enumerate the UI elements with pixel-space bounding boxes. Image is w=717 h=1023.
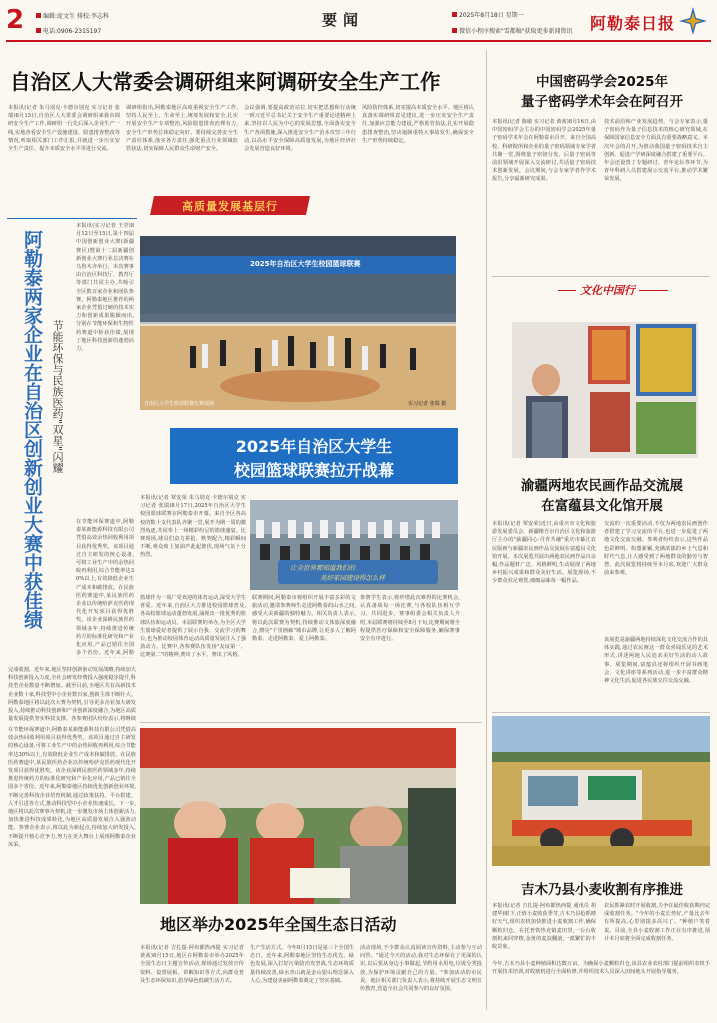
right-divider-1	[492, 276, 710, 277]
paper-logo-icon	[678, 6, 708, 36]
page-number: 2	[6, 5, 25, 35]
cipher-headline-line1: 中国密码学会2025年	[535, 74, 669, 90]
column-divider	[486, 50, 487, 1010]
date-line: 2025年8月18日 星期一	[452, 10, 524, 19]
exhibition-image	[512, 322, 698, 458]
lead-body-col3: 会议强调,要提高政治站位,切实把思想和行动统一到习近平总书记关于安全生产重要论述精神上来,坚持以人民为中心的发展思想,全面落实安全生产各项措施,深入推进安全生产治本攻坚三年行动,以高水平安全保障高质量发展,为地区经济社会发展营造良好环境。	[244, 105, 356, 153]
exchange-col1: 本报讯(记者 覃安荣)近日,由重庆市文化和旅游发展委员会、新疆维吾尔自治区文化和旅游厅主办的"渝疆同心·丹青共融"重庆市綦江农民版画与新疆农民画作品交流展在富蕴县文化馆开展。本次展览共展出两地农民画作品百余幅,作品题材广泛、风格鲜明,生动展现了两地乡村振兴成果和群众美好生活。展览现场,不少群众驻足观赏,细细品味每一幅作品。	[492, 521, 596, 585]
ad-banner-photo	[250, 500, 458, 590]
lead-body-col4: 风险防控体系,切实提高本质安全水平。地区将认真落实调研组意见建议,进一步压实安全生产责任,加强应急能力建设,严格监管执法,扎实开展隐患排查整治,坚决遏制重特大事故发生,确保安全生产形势持续稳定。	[362, 105, 474, 144]
culture-banner-text: 文化中国行	[576, 282, 639, 298]
cipher-col2: 技术前沿和产业发展趋势。与会专家表示,量子密码作为量子信息技术的核心研究领域,在保障国家信息安全方面具有重要战略意义。本次年会的召开,为推动我国量子密码技术自主创新、促进产学研深度融合搭建了重要平台。年会还设置了专题研讨、青年论坛等环节,为青年科研人员搭建展示交流平台,推动学术繁荣发展。	[604, 119, 708, 183]
ad-banner-line2: 美好家园建设得怎么样	[320, 574, 385, 582]
wheat-col1: 本报讯(记者 吉扎提·阿布都热西提 通讯员 胡建华)眼下,正值小麦收获季节,吉木乃县抢抓晴好天气,组织农机加快推进小麦收割工作,确保颗粒归仓。在托普铁热克镇麦田里,一台台收割机来回穿梭,金黄的麦浪翻滚,一派繁忙的丰收景象。	[492, 903, 596, 951]
section-title: 要闻	[322, 11, 365, 29]
masthead	[0, 0, 717, 46]
section-divider	[140, 722, 482, 723]
lead-headline: 自治区人大常委会调研组来阿调研安全生产工作	[10, 70, 441, 94]
wheat-extra: 今年,吉木乃县小麦种植面积达数万亩。为确保小麦颗粒归仓,该县农业农村部门提前组织农机手开展技术培训,对收割机进行全面检修,并组织技术人员深入田间地头开展指导服务。	[492, 961, 710, 976]
paper-name: 阿勒泰日报	[590, 14, 676, 33]
basketball-body-left: 本报讯(记者 覃安荣 朱马别克·卡德尔别克 实习记者 张瑞)8月17日,2025年自治区大学生校园篮球联赛在阿勒泰市开幕。来自全区各高校的数十支代表队齐聚一堂,展开为期一周的激烈角逐,共同奉上一场精彩纷呈的篮球盛宴。比赛现场,球员们奋力拼抢、默契配合,精彩瞬间不断,观众席上加油声此起彼伏,现场气氛十分热烈。	[140, 495, 246, 559]
basketball-headline-line1: 2025年自治区大学生	[235, 437, 393, 456]
wheat-col2: 农民抓紧农时开展收割,力争在最佳收获期内完成收割任务。"今年的小麦长势好,产量比去年有所提高,心里别提多高兴了。"种植户笑着说。目前,全县小麦收割工作正在有序推进,预计本月底将全面完成收割任务。	[604, 903, 710, 942]
eco-day-headline: 地区举办2025年全国生态日活动	[160, 915, 397, 934]
eco-day-photo	[140, 728, 456, 904]
eco-day-col2: 生产生活方式。今年8月15日是第三个全国生态日。近年来,阿勒泰地区坚持生态优先、绿色发展,深入打好污染防治攻坚战,生态环境质量持续改善,绿水青山就是金山银山理念深入人心,为建设美丽阿勒泰奠定了坚实基础。	[250, 945, 354, 984]
exchange-headline-line1: 渝疆两地农民画作品交流展	[521, 478, 683, 494]
court-banner-text: 2025年自治区大学生校园篮球联赛	[250, 260, 361, 268]
mid-col2: 篮球作为一项广受欢迎的体育运动,深受大学生喜爱。近年来,自治区大力推进校园篮球普及,各高校篮球运动蓬勃发展,涌现出一批优秀的篮球队伍和运动员。本届联赛的举办,为全区大学生篮球爱好者提供了展示自我、交流学习的舞台,也为推动校园体育运动高质量发展注入了强劲动力。比赛中,各参赛队伍发扬"友谊第一、比赛第二"的精神,赛出了水平、赛出了风格。	[140, 595, 246, 659]
photo-caption-left: 自治区大学生篮球联赛比赛现场	[144, 401, 215, 407]
basketball-headline-panel	[170, 428, 458, 484]
phone-icon	[36, 28, 41, 33]
exhibition-photo	[512, 322, 698, 458]
edit-icon	[36, 13, 41, 18]
wheat-headline: 吉木乃县小麦收割有序推进	[521, 882, 683, 898]
lead-body-col2: 调研组指出,阿勒泰地区高度重视安全生产工作,坚持人民至上、生命至上,统筹发展和安全,扎实开展安全生产专项整治,风险隐患排查治理有力,安全生产形势总体稳定向好。要持续完善安全生产责任体系,落实各方责任,强化重点行业领域监管执法,切实保障人民群众生命财产安全。	[126, 105, 238, 153]
left-story-subtitle: 节能环保与民族医药"双星"闪耀	[51, 320, 64, 474]
culture-banner	[558, 280, 668, 302]
ad-banner-line1: 让全世界都知道我们的	[290, 564, 355, 572]
basketball-headline-line2: 校园篮球联赛拉开战幕	[233, 461, 394, 480]
submission-line: 微信小程序搜索"雪都稿"获取更多新闻资讯	[452, 26, 573, 35]
mid-col4: 参赛学生表示,将珍惜此次难得的比赛机会,认真备战每一场比赛,与各校队伍相互学习、共同进步。赛事组委会相关负责人介绍,本届联赛将持续至8月下旬,比赛期间将全程提供医疗保障和安全保障服务,确保赛事安全有序进行。	[360, 595, 460, 643]
left-story-continued: 在节能环保赛道中,阿勒泰某新能源科技有限公司凭借高效余热回收利用项目获得优秀奖。该项目通过自主研发的核心设备,可将工业生产中的余热回收再利用,综合节能率达30%以上,有效降低企业生产成本和碳排放。在民族医药赛道中,某民族医药企业以传统哈萨克医药现代化开发项目获得优胜奖。该企业深耕民族医药领域多年,持续推进传统药方的标准化研究和产业化应用,产品已销往全国多个省份。近年来,阿勒泰地区持续优化创新创业环境,不断完善科技企业培育机制,通过政策扶持、平台搭建、人才引进等方式,推动科技型中小企业快速成长。下一步,地区将以此次赛事为契机,进一步激发市场主体创新活力,加快推进科技成果转化,为地区高质量发展注入强劲动能。参赛企业表示,将以此为新起点,持续加大研发投入,不断提升核心竞争力,努力在更大舞台上展现阿勒泰企业风采。	[8, 727, 136, 848]
eco-day-col1: 本报讯(记者 吉扎提·阿布都热西提 实习记者 黄茜)8月15日,地区在阿勒泰市举办2025年全国生态日主题宣传活动,现场通过发放宣传资料、设置展板、讲解知识等方式,向群众普及生态环保知识,倡导绿色低碳生活方式。	[140, 945, 244, 984]
exchange-col2: 交流的一次重要活动,不仅为两地农民画创作者搭建了学习交流的平台,也进一步促进了两地文化交流交融。参观者纷纷表示,这些作品色彩鲜明、构图新颖,充满浓郁的乡土气息和时代气息,让人感受到了两地群众的勤劳与智慧。此次展览将持续至本月底,欢迎广大群众前来参观。	[604, 521, 708, 577]
exchange-extra: 该展览是渝疆两地持续深化文化交流合作的具体实践,通过农民画这一群众喜闻乐见的艺术形式,讲述两地人民追求美好生活的动人故事。展览期间,富蕴县还将组织开展书画笔会、文化讲座等系列活动,进一步丰富群众精神文化生活,促进各民族交往交流交融。	[604, 637, 708, 685]
eco-day-col3: 活动现场,不少群众认真阅读宣传资料,主动参与互动问答。"通过今天的活动,我对生态环保有了更深的认识,以后要从身边小事做起,节约用水用电,垃圾分类投放,为保护环境贡献自己的力量。"参加活动的市民说。地区相关部门负责人表示,将持续开展生态文明宣传教育,营造全社会共同参与的良好氛围。	[360, 945, 482, 993]
banner-text: 高质量发展基层行	[182, 200, 278, 213]
left-story-headline: 阿勒泰两家企业在自治区创新创业大赛中获佳绩	[21, 230, 43, 629]
eco-day-image	[140, 728, 456, 904]
cipher-col1: 本报讯(记者 陈敏 实习记者 黄茜)8月16日,由中国密码学会主办的中国密码学会2025年量子密码学术年会在阿勒泰市召开。来自全国高校、科研院所和企业的量子密码领域专家学者共聚一堂,围绕量子密钥分发、后量子密码等前沿领域开展深入交流研讨,共话量子密码技术创新发展。会议期间,与会专家学者作学术报告,分享最新研究成果。	[492, 119, 596, 183]
calendar-icon	[452, 12, 457, 17]
right-divider-2	[492, 712, 710, 713]
editor-line: 编辑:庞文生 排校:李志科	[36, 11, 109, 20]
photo-caption-right: 实习记者 张瑞 摄	[408, 401, 447, 407]
left-story-body-bottom: 在节能环保赛道中,阿勒泰某新能源科技有限公司凭借高效余热回收利用项目获得优秀奖。该项目通过自主研发的核心设备,可将工业生产中的余热回收再利用,综合节能率达30%以上,有效降低企业生产成本和碳排放。在民族医药赛道中,某民族医药企业以传统哈萨克医药现代化开发项目获得优胜奖。该企业深耕民族医药领域多年,持续推进传统药方的标准化研究和产业化应用,产品已销往全国多个省份。近年来,阿勒	[76, 519, 134, 657]
basketball-photo	[140, 236, 456, 410]
mid-col1: 完成收割。近年来,地区坚持创新驱动发展战略,持续加大科技创新投入力度,全社会研发经费投入强度稳步提升,科技型企业数量不断增加。截至目前,全地区共有高新技术企业数十家,科技型中小企业数百家,创新主体不断壮大。阿勒泰地区将以此次大赛为契机,引导更多企业加大研发投入,持续推动科技创新和产业创新深度融合,为地区高质量发展提供坚实科技支撑。各参赛团队纷纷表示,将继续	[8, 667, 136, 722]
cipher-headline-line2: 量子密码学术年会在阿召开	[521, 94, 683, 110]
lead-body-col1: 本报讯(记者 朱马别克·卡德尔别克 实习记者 张瑞)8月15日,自治区人大常委会调研组来我市调研安全生产工作,调研组一行先后深入企业生产一线,实地查看安全生产设施建设、隐患排查整改等情况,听取相关部门工作汇报,并就进一步压实安全生产责任、提升本质安全水平等进行交流。	[8, 105, 120, 153]
harvest-photo	[492, 716, 710, 866]
masthead-rule	[6, 40, 711, 42]
wechat-icon	[452, 28, 457, 33]
exchange-headline-line2: 在富蕴县文化馆开展	[541, 498, 663, 514]
left-story-body-top: 本报讯(实习记者 王莹)8月12日至15日,第十四届中国创新创业大赛(新疆赛区)暨第十二届新疆创新创业大赛行业总决赛在乌鲁木齐举行。本次赛事由自治区科技厅、教育厅等部门共同主办,共吸引全区数百家企业和团队参赛。阿勒泰地区推荐的两家企业凭借过硬的技术实力和创新成果脱颖而出,分别在节能环保和生物医药赛道中斩获佳绩,展现了地区科技创新的蓬勃活力。	[76, 223, 134, 353]
harvester-image	[492, 716, 710, 866]
mid-col3: 联赛期间,阿勒泰市将组织开展丰富多彩的文旅活动,邀请参赛师生走进阿勒泰的山水之间,感受大美新疆的独特魅力。相关负责人表示,将以此次联赛为契机,持续推动文体旅深度融合,擦亮"千里画廊"城市品牌,让更多人了解阿勒泰、走进阿勒泰、爱上阿勒泰。	[252, 595, 356, 643]
phone-line: 电话:0906-2315197	[36, 26, 101, 35]
